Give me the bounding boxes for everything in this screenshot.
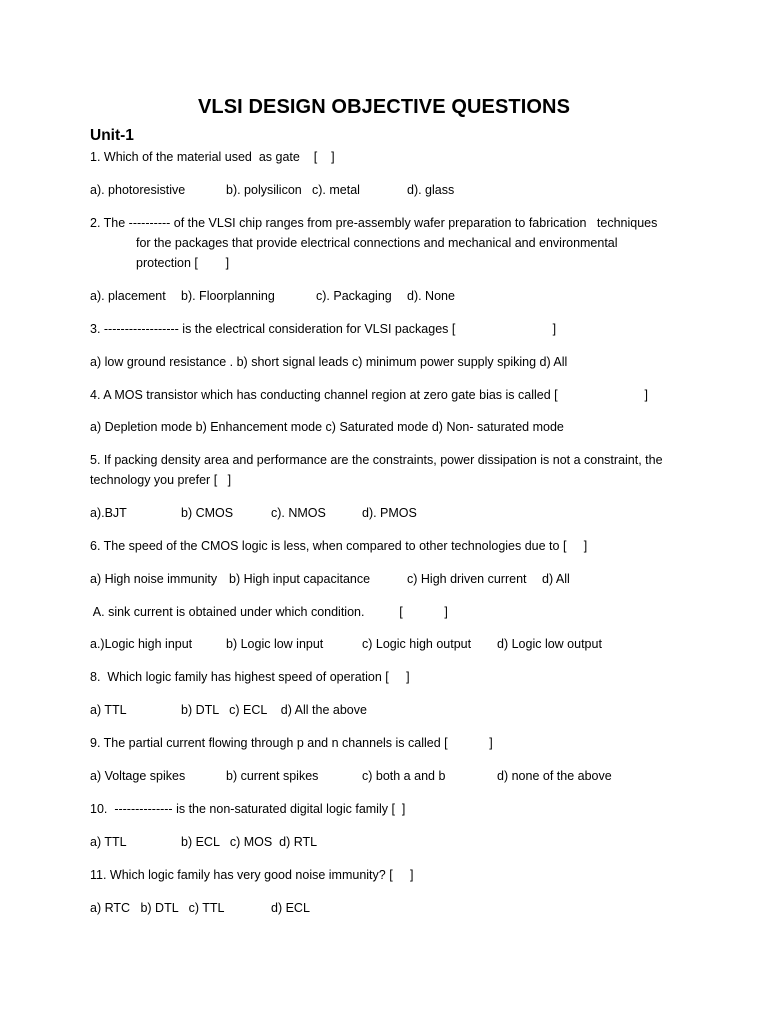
q5-option-c: c). NMOS bbox=[271, 506, 326, 520]
q7-option-b: b) Logic low input bbox=[226, 637, 324, 651]
q1-option-c: c). metal bbox=[312, 183, 360, 197]
q5-option-a: a).BJT bbox=[90, 506, 127, 520]
question-3: 3. ------------------ is the electrical consideration for VLSI packages [ ] bbox=[90, 322, 557, 336]
question-7: A. sink current is obtained under which condition. [ ] bbox=[90, 605, 448, 619]
question-2-line-1: 2. The ---------- of the VLSI chip ranges from pre-assembly wafer preparation to fabrication techniques bbox=[90, 216, 658, 230]
q1-option-a: a). photoresistive bbox=[90, 183, 186, 197]
question-4: 4. A MOS transistor which has conducting channel region at zero gate bias is called [ ] bbox=[90, 388, 648, 402]
unit-heading: Unit-1 bbox=[90, 127, 134, 144]
q1-option-b: b). polysilicon bbox=[226, 183, 302, 197]
q5-option-d: d). PMOS bbox=[362, 506, 417, 520]
question-10: 10. -------------- is the non-saturated digital logic family [ ] bbox=[90, 802, 406, 816]
q11-options-a-c: a) RTC b) DTL c) TTL bbox=[90, 901, 225, 915]
q7-option-a: a.)Logic high input bbox=[90, 637, 193, 651]
q3-options: a) low ground resistance . b) short signal leads c) minimum power supply spiking d) All bbox=[90, 355, 568, 369]
question-5-line-2: technology you prefer [ ] bbox=[90, 473, 232, 487]
q2-option-c: c). Packaging bbox=[316, 289, 392, 303]
q7-option-c: c) Logic high output bbox=[362, 637, 472, 651]
q8-options-b-d: b) DTL c) ECL d) All the above bbox=[181, 703, 367, 717]
q6-option-b: b) High input capacitance bbox=[229, 572, 371, 586]
question-6: 6. The speed of the CMOS logic is less, when compared to other technologies due to [ ] bbox=[90, 539, 588, 553]
q9-option-c: c) both a and b bbox=[362, 769, 446, 783]
question-9: 9. The partial current flowing through p and n channels is called [ ] bbox=[90, 736, 493, 750]
q6-option-d: d) All bbox=[542, 572, 570, 586]
q10-options-b-d: b) ECL c) MOS d) RTL bbox=[181, 835, 318, 849]
q6-option-c: c) High driven current bbox=[407, 572, 527, 586]
question-2-line-3: protection [ ] bbox=[136, 256, 230, 270]
q10-option-a: a) TTL bbox=[90, 835, 127, 849]
q7-option-d: d) Logic low output bbox=[497, 637, 602, 651]
q9-option-d: d) none of the above bbox=[497, 769, 612, 783]
q2-option-d: d). None bbox=[407, 289, 455, 303]
q9-option-a: a) Voltage spikes bbox=[90, 769, 186, 783]
question-1: 1. Which of the material used as gate [ ] bbox=[90, 150, 335, 164]
question-5-line-1: 5. If packing density area and performance are the constraints, power dissipation is not a constraint, the bbox=[90, 453, 663, 467]
q2-option-b: b). Floorplanning bbox=[181, 289, 275, 303]
q5-option-b: b) CMOS bbox=[181, 506, 234, 520]
question-11: 11. Which logic family has very good noise immunity? [ ] bbox=[90, 868, 414, 882]
question-2-line-2: for the packages that provide electrical connections and mechanical and environmental bbox=[136, 236, 618, 250]
q4-options: a) Depletion mode b) Enhancement mode c) Saturated mode d) Non- saturated mode bbox=[90, 420, 564, 434]
question-8: 8. Which logic family has highest speed of operation [ ] bbox=[90, 670, 410, 684]
q11-option-d: d) ECL bbox=[271, 901, 310, 915]
q2-option-a: a). placement bbox=[90, 289, 166, 303]
page-title: VLSI DESIGN OBJECTIVE QUESTIONS bbox=[197, 96, 571, 118]
q6-option-a: a) High noise immunity bbox=[90, 572, 218, 586]
q8-option-a: a) TTL bbox=[90, 703, 127, 717]
q9-option-b: b) current spikes bbox=[226, 769, 319, 783]
q1-option-d: d). glass bbox=[407, 183, 455, 197]
